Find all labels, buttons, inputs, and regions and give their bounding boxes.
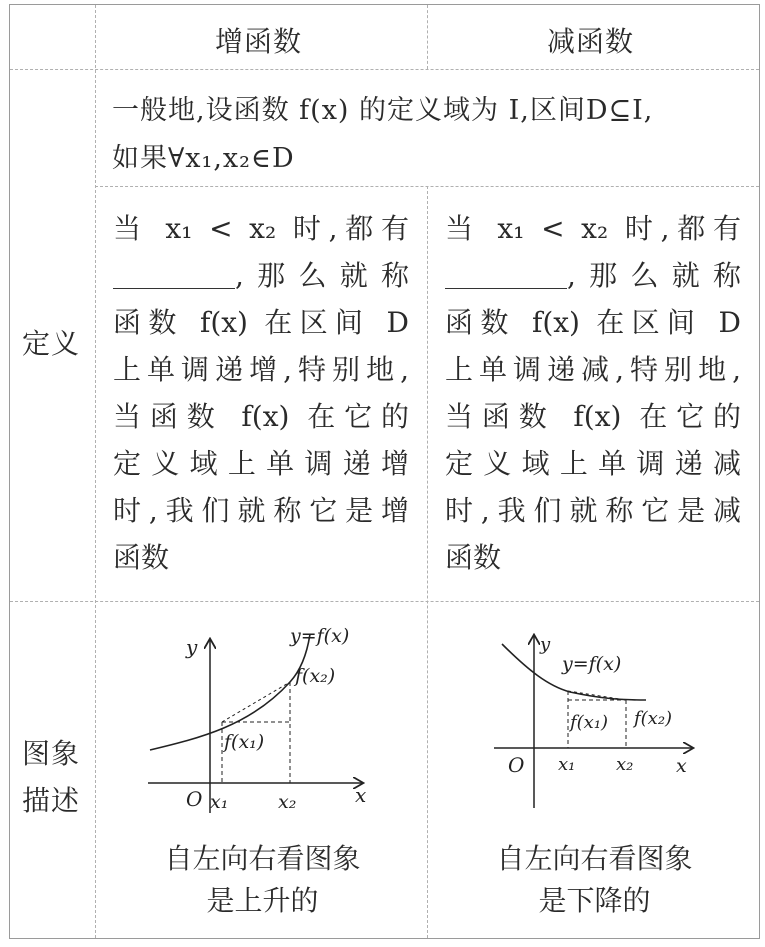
x-axis-label: x [676,755,687,777]
x1-label: x₁ [558,754,576,775]
inc-line-2: ,那么就称 [113,252,409,299]
inc-line-8: 函数 [113,541,170,574]
col-divider-body [427,186,428,938]
row-label-definition: 定义 [22,327,81,360]
secant-line [222,682,290,722]
row-label-graph-1: 图象 [22,737,81,770]
dec-line-3: 函数 f(x) 在区间 D [445,306,741,339]
increasing-function-graph [140,618,380,818]
origin-label: O [508,753,525,777]
col-divider-header [427,5,428,69]
dec-line-1: 当 x₁ < x₂ 时,都有 [445,212,741,245]
dec-line-5: 当函数 f(x) 在它的 [445,400,741,433]
common-line-2: 如果∀x₁,x₂∈D [112,143,295,174]
origin-label: O [186,787,203,811]
header-decreasing: 减函数 [547,25,635,58]
dec-line-8: 函数 [445,541,502,574]
increasing-caption [140,838,385,922]
increasing-caption-line-2: 是上升的 [206,884,319,917]
row-label-graph-2: 描述 [22,784,81,817]
fx2-label: f(x₂) [634,708,673,729]
dec-line-7: 时,我们就称它是减 [445,494,741,527]
answer-blank-decreasing[interactable] [445,260,567,289]
answer-blank-increasing[interactable] [113,260,235,289]
decreasing-caption [472,838,717,922]
inc-line-6: 定义域上单调递增 [113,447,409,480]
inc-line-7: 时,我们就称它是增 [113,494,409,527]
x2-label: x₂ [616,754,634,775]
decreasing-caption-line-2: 是下降的 [538,884,651,917]
x-axis-label: x [355,783,367,807]
increasing-definition [113,205,409,581]
y-axis-label: y [186,635,198,659]
common-line-1: 一般地,设函数 f(x) 的定义域为 I,区间D⊆I, [112,95,654,126]
decreasing-caption-line-1: 自左向右看图象 [496,842,693,875]
dec-line-2: ,那么就称 [445,252,741,299]
inc-line-4: 上单调递增,特别地, [113,353,409,386]
row-divider-definition [10,601,759,602]
x2-label: x₂ [278,791,297,813]
x1-label: x₁ [210,791,229,813]
header-increasing: 增函数 [215,25,303,58]
increasing-caption-line-1: 自左向右看图象 [164,842,361,875]
secant-line [568,691,626,700]
curve-label: y=f(x) [562,653,622,675]
decreasing-function-graph [488,628,698,818]
y-axis-label: y [540,634,551,655]
col-divider-label [95,5,96,938]
inc-line-1: 当 x₁ < x₂ 时,都有 [113,212,409,245]
curve-label: y=f(x) [290,625,350,647]
fx2-label: f(x₂) [295,665,336,687]
fx1-label: f(x₁) [224,731,265,753]
decreasing-definition [445,205,741,581]
fx1-label: f(x₁) [570,712,609,733]
inc-line-3: 函数 f(x) 在区间 D [113,306,409,339]
inc-line-5: 当函数 f(x) 在它的 [113,400,409,433]
row-divider-common [95,186,759,187]
dec-line-4: 上单调递减,特别地, [445,353,741,386]
dec-line-6: 定义域上单调递减 [445,447,741,480]
row-divider-header [10,69,759,70]
